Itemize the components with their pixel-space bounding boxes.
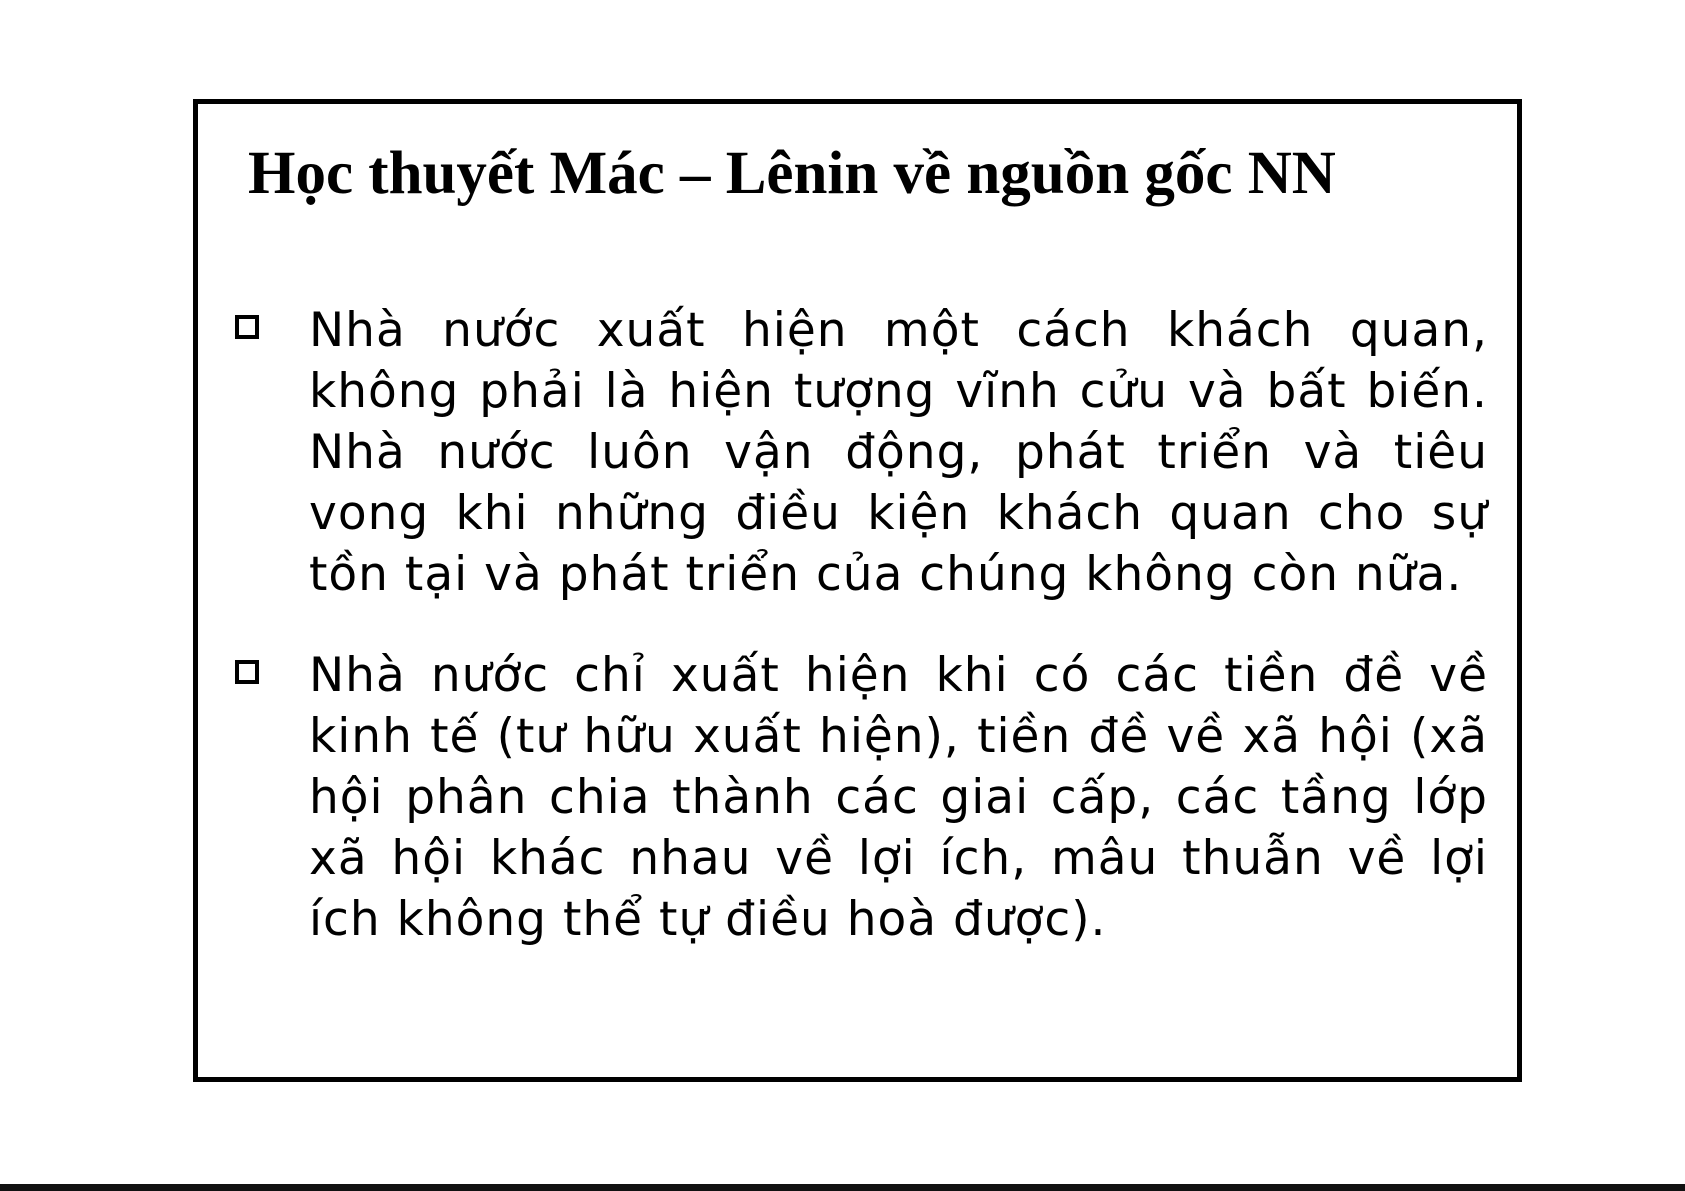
bottom-divider bbox=[0, 1184, 1685, 1191]
square-bullet-icon bbox=[235, 660, 259, 684]
bullet-list bbox=[234, 300, 1488, 950]
list-item bbox=[234, 645, 1488, 950]
list-item bbox=[234, 300, 1488, 605]
square-bullet-icon bbox=[235, 315, 259, 339]
bullet-text: Nhà nước chỉ xuất hiện khi có các tiền đề về kinh tế (tư hữu xuất hiện), tiền đề về xã hội (xã hội phân chia thành các giai cấp, các tầng lớp xã hội khác nhau về lợi ích, mâu thuẫn về lợi ích không thể tự điều hoà được). bbox=[309, 648, 1488, 947]
bullet-text: Nhà nước xuất hiện một cách khách quan, không phải là hiện tượng vĩnh cửu và bất biến. Nhà nước luôn vận động, phát triển và tiêu vong khi những điều kiện khách quan cho sự tồn tại và phát triển của chúng không còn nữa. bbox=[309, 303, 1488, 602]
slide-title: Học thuyết Mác – Lênin về nguồn gốc NN bbox=[248, 140, 1336, 207]
slide-frame bbox=[193, 99, 1522, 1082]
